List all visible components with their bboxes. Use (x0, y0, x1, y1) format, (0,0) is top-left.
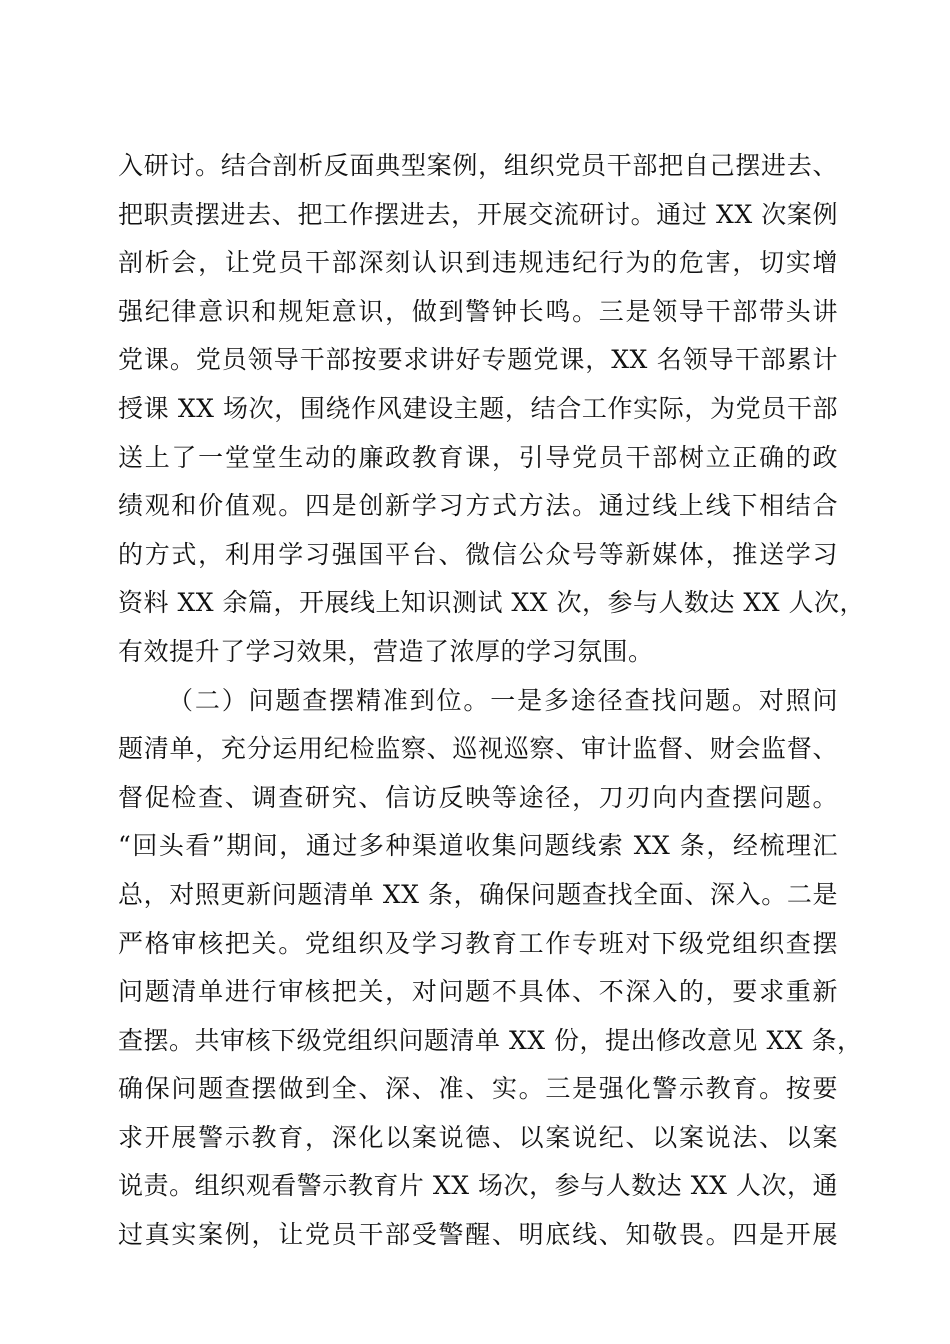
paragraph-line: 绩观和价值观。四是创新学习方式方法。通过线上线下相结合 (118, 491, 838, 521)
paragraph-line: 入研讨。结合剖析反面典型案例，组织党员干部把自己摆进去、 (118, 151, 838, 180)
paragraph-line: 有效提升了学习效果，营造了浓厚的学习氛围。 (118, 636, 654, 666)
paragraph-line: 查摆。共审核下级党组织问题清单 XX 份，提出修改意见 XX 条， (118, 1025, 863, 1055)
paragraph-line: 资料 XX 余篇，开展线上知识测试 XX 次，参与人数达 XX 人次， (118, 588, 865, 618)
paragraph-line: 督促检查、调查研究、信访反映等途径，刀刃向内查摆问题。 (118, 782, 838, 812)
paragraph-line: “回头看”期间，通过多种渠道收集问题线索 XX 条，经梳理汇 (118, 831, 838, 861)
paragraph-line: 送上了一堂堂生动的廉政教育课，引导党员干部树立正确的政 (118, 442, 838, 472)
paragraph-line: 题清单，充分运用纪检监察、巡视巡察、审计监督、财会监督、 (118, 734, 838, 764)
paragraph-line: 过真实案例，让党员干部受警醒、明底线、知敬畏。四是开展 (118, 1220, 838, 1250)
paragraph-line: 问题清单进行审核把关，对问题不具体、不深入的，要求重新 (118, 977, 838, 1007)
paragraph-1 (118, 142, 865, 677)
paragraph-line: 把职责摆进去、把工作摆进去，开展交流研讨。通过 XX 次案例 (118, 199, 838, 229)
paragraph-line: 的方式，利用学习强国平台、微信公众号等新媒体，推送学习 (118, 539, 838, 569)
paragraph-line: 严格审核把关。党组织及学习教育工作专班对下级党组织查摆 (118, 928, 838, 958)
paragraph-2 (118, 677, 863, 1260)
paragraph-line: 说责。组织观看警示教育片 XX 场次，参与人数达 XX 人次，通 (118, 1171, 838, 1201)
paragraph-line: 总，对照更新问题清单 XX 条，确保问题查找全面、深入。二是 (118, 879, 838, 909)
paragraph-line: 剖析会，让党员干部深刻认识到违规违纪行为的危害，切实增 (118, 248, 838, 278)
paragraph-line: 确保问题查摆做到全、深、准、实。三是强化警示教育。按要 (118, 1074, 838, 1104)
paragraph-line: 强纪律意识和规矩意识，做到警钟长鸣。三是领导干部带头讲 (118, 296, 838, 326)
section-heading-line: （二）问题查摆精准到位。一是多途径查找问题。对照问 (168, 685, 838, 715)
paragraph-line: 党课。党员领导干部按要求讲好专题党课，XX 名领导干部累计 (118, 345, 838, 375)
paragraph-line: 授课 XX 场次，围绕作风建设主题，结合工作实际，为党员干部 (118, 393, 838, 423)
document-body (118, 142, 865, 1260)
paragraph-line: 求开展警示教育，深化以案说德、以案说纪、以案说法、以案 (118, 1122, 838, 1152)
